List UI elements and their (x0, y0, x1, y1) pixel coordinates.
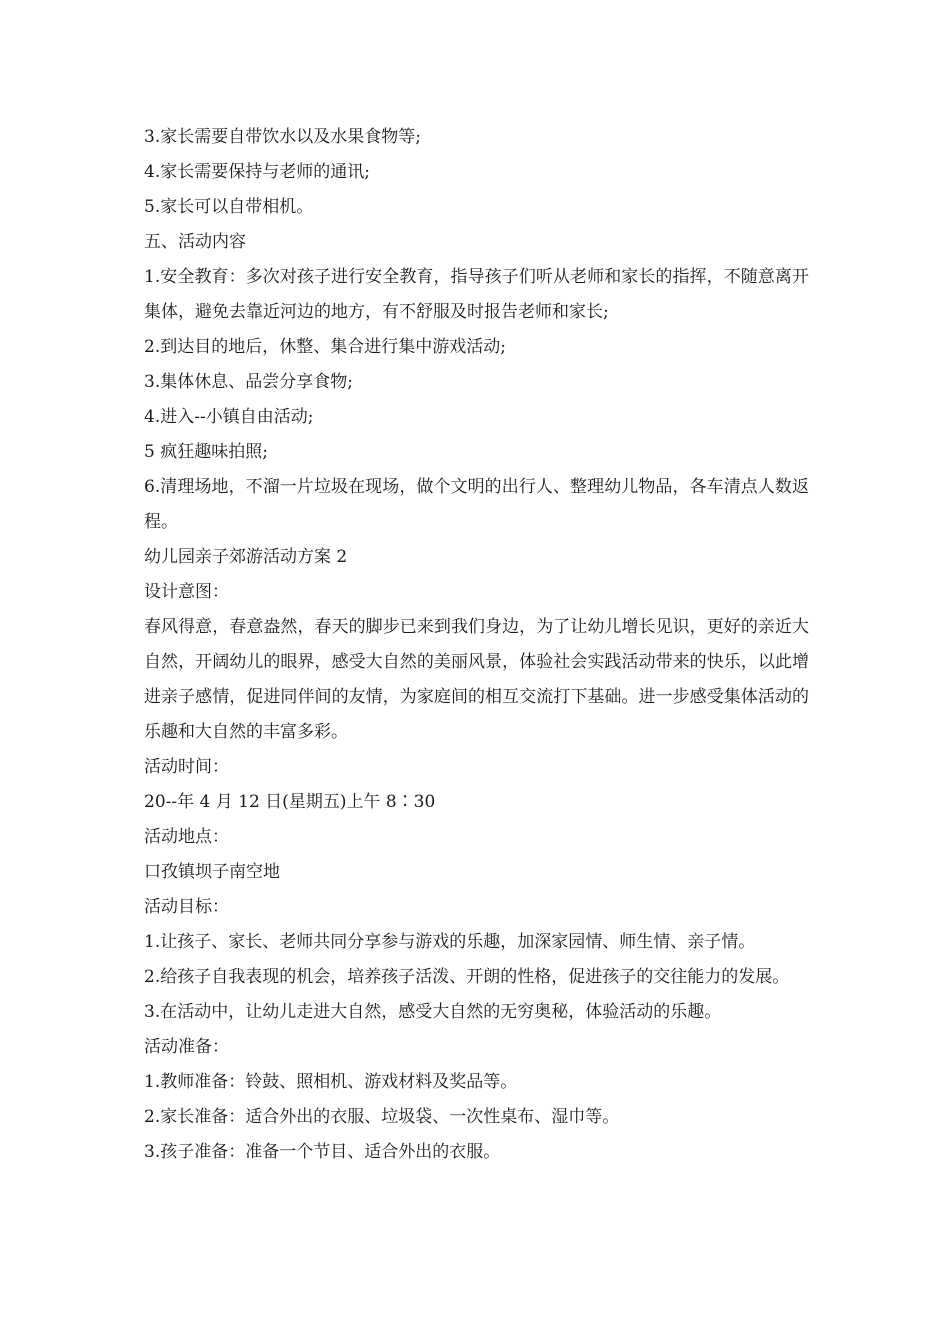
paragraph: 1.安全教育：多次对孩子进行安全教育，指导孩子们听从老师和家长的指挥，不随意离开集体，避免去靠近河边的地方，有不舒服及时报告老师和家长; (144, 267, 809, 322)
paragraph: 2.到达目的地后，休整、集合进行集中游戏活动; (144, 337, 506, 357)
section-heading: 活动时间： (144, 757, 229, 777)
paragraph: 3.家长需要自带饮水以及水果食物等; (144, 127, 421, 147)
paragraph: 1.让孩子、家长、老师共同分享参与游戏的乐趣，加深家园情、师生情、亲子情。 (144, 932, 756, 952)
paragraph: 2.家长准备：适合外出的衣服、垃圾袋、一次性桌布、湿巾等。 (144, 1107, 620, 1127)
paragraph: 5 疯狂趣味拍照; (144, 442, 268, 462)
paragraph: 1.教师准备：铃鼓、照相机、游戏材料及奖品等。 (144, 1072, 518, 1092)
paragraph: 3.在活动中，让幼儿走进大自然，感受大自然的无穷奥秘，体验活动的乐趣。 (144, 1002, 722, 1022)
paragraph: 2.给孩子自我表现的机会，培养孩子活泼、开朗的性格，促进孩子的交往能力的发展。 (144, 967, 790, 987)
paragraph: 4.进入--小镇自由活动; (144, 407, 314, 427)
section-heading: 五、活动内容 (144, 232, 246, 252)
paragraph: 20--年 4 月 12 日(星期五)上午 8∶30 (144, 792, 436, 812)
paragraph: 3.孩子准备：准备一个节目、适合外出的衣服。 (144, 1142, 501, 1162)
paragraph: 4.家长需要保持与老师的通讯; (144, 162, 370, 182)
section-heading: 活动地点： (144, 827, 229, 847)
section-heading: 设计意图： (144, 582, 229, 602)
document-title: 幼儿园亲子郊游活动方案 2 (144, 547, 348, 567)
paragraph: 春风得意，春意盎然，春天的脚步已来到我们身边，为了让幼儿增长见识，更好的亲近大自然，开阔幼儿的眼界，感受大自然的美丽风景，体验社会实践活动带来的快乐，以此增进亲子感情，促进同伴间的友情，为家庭间的相互交流打下基础。进一步感受集体活动的乐趣和大自然的丰富多彩。 (144, 617, 809, 742)
section-heading: 活动准备： (144, 1037, 229, 1057)
section-heading: 活动目标： (144, 897, 229, 917)
paragraph: 口孜镇坝子南空地 (144, 862, 280, 882)
paragraph: 5.家长可以自带相机。 (144, 197, 314, 217)
paragraph: 3.集体休息、品尝分享食物; (144, 372, 353, 392)
document-body (144, 120, 809, 1170)
paragraph: 6.清理场地，不溜一片垃圾在现场，做个文明的出行人、整理幼儿物品，各车清点人数返程。 (144, 477, 809, 532)
